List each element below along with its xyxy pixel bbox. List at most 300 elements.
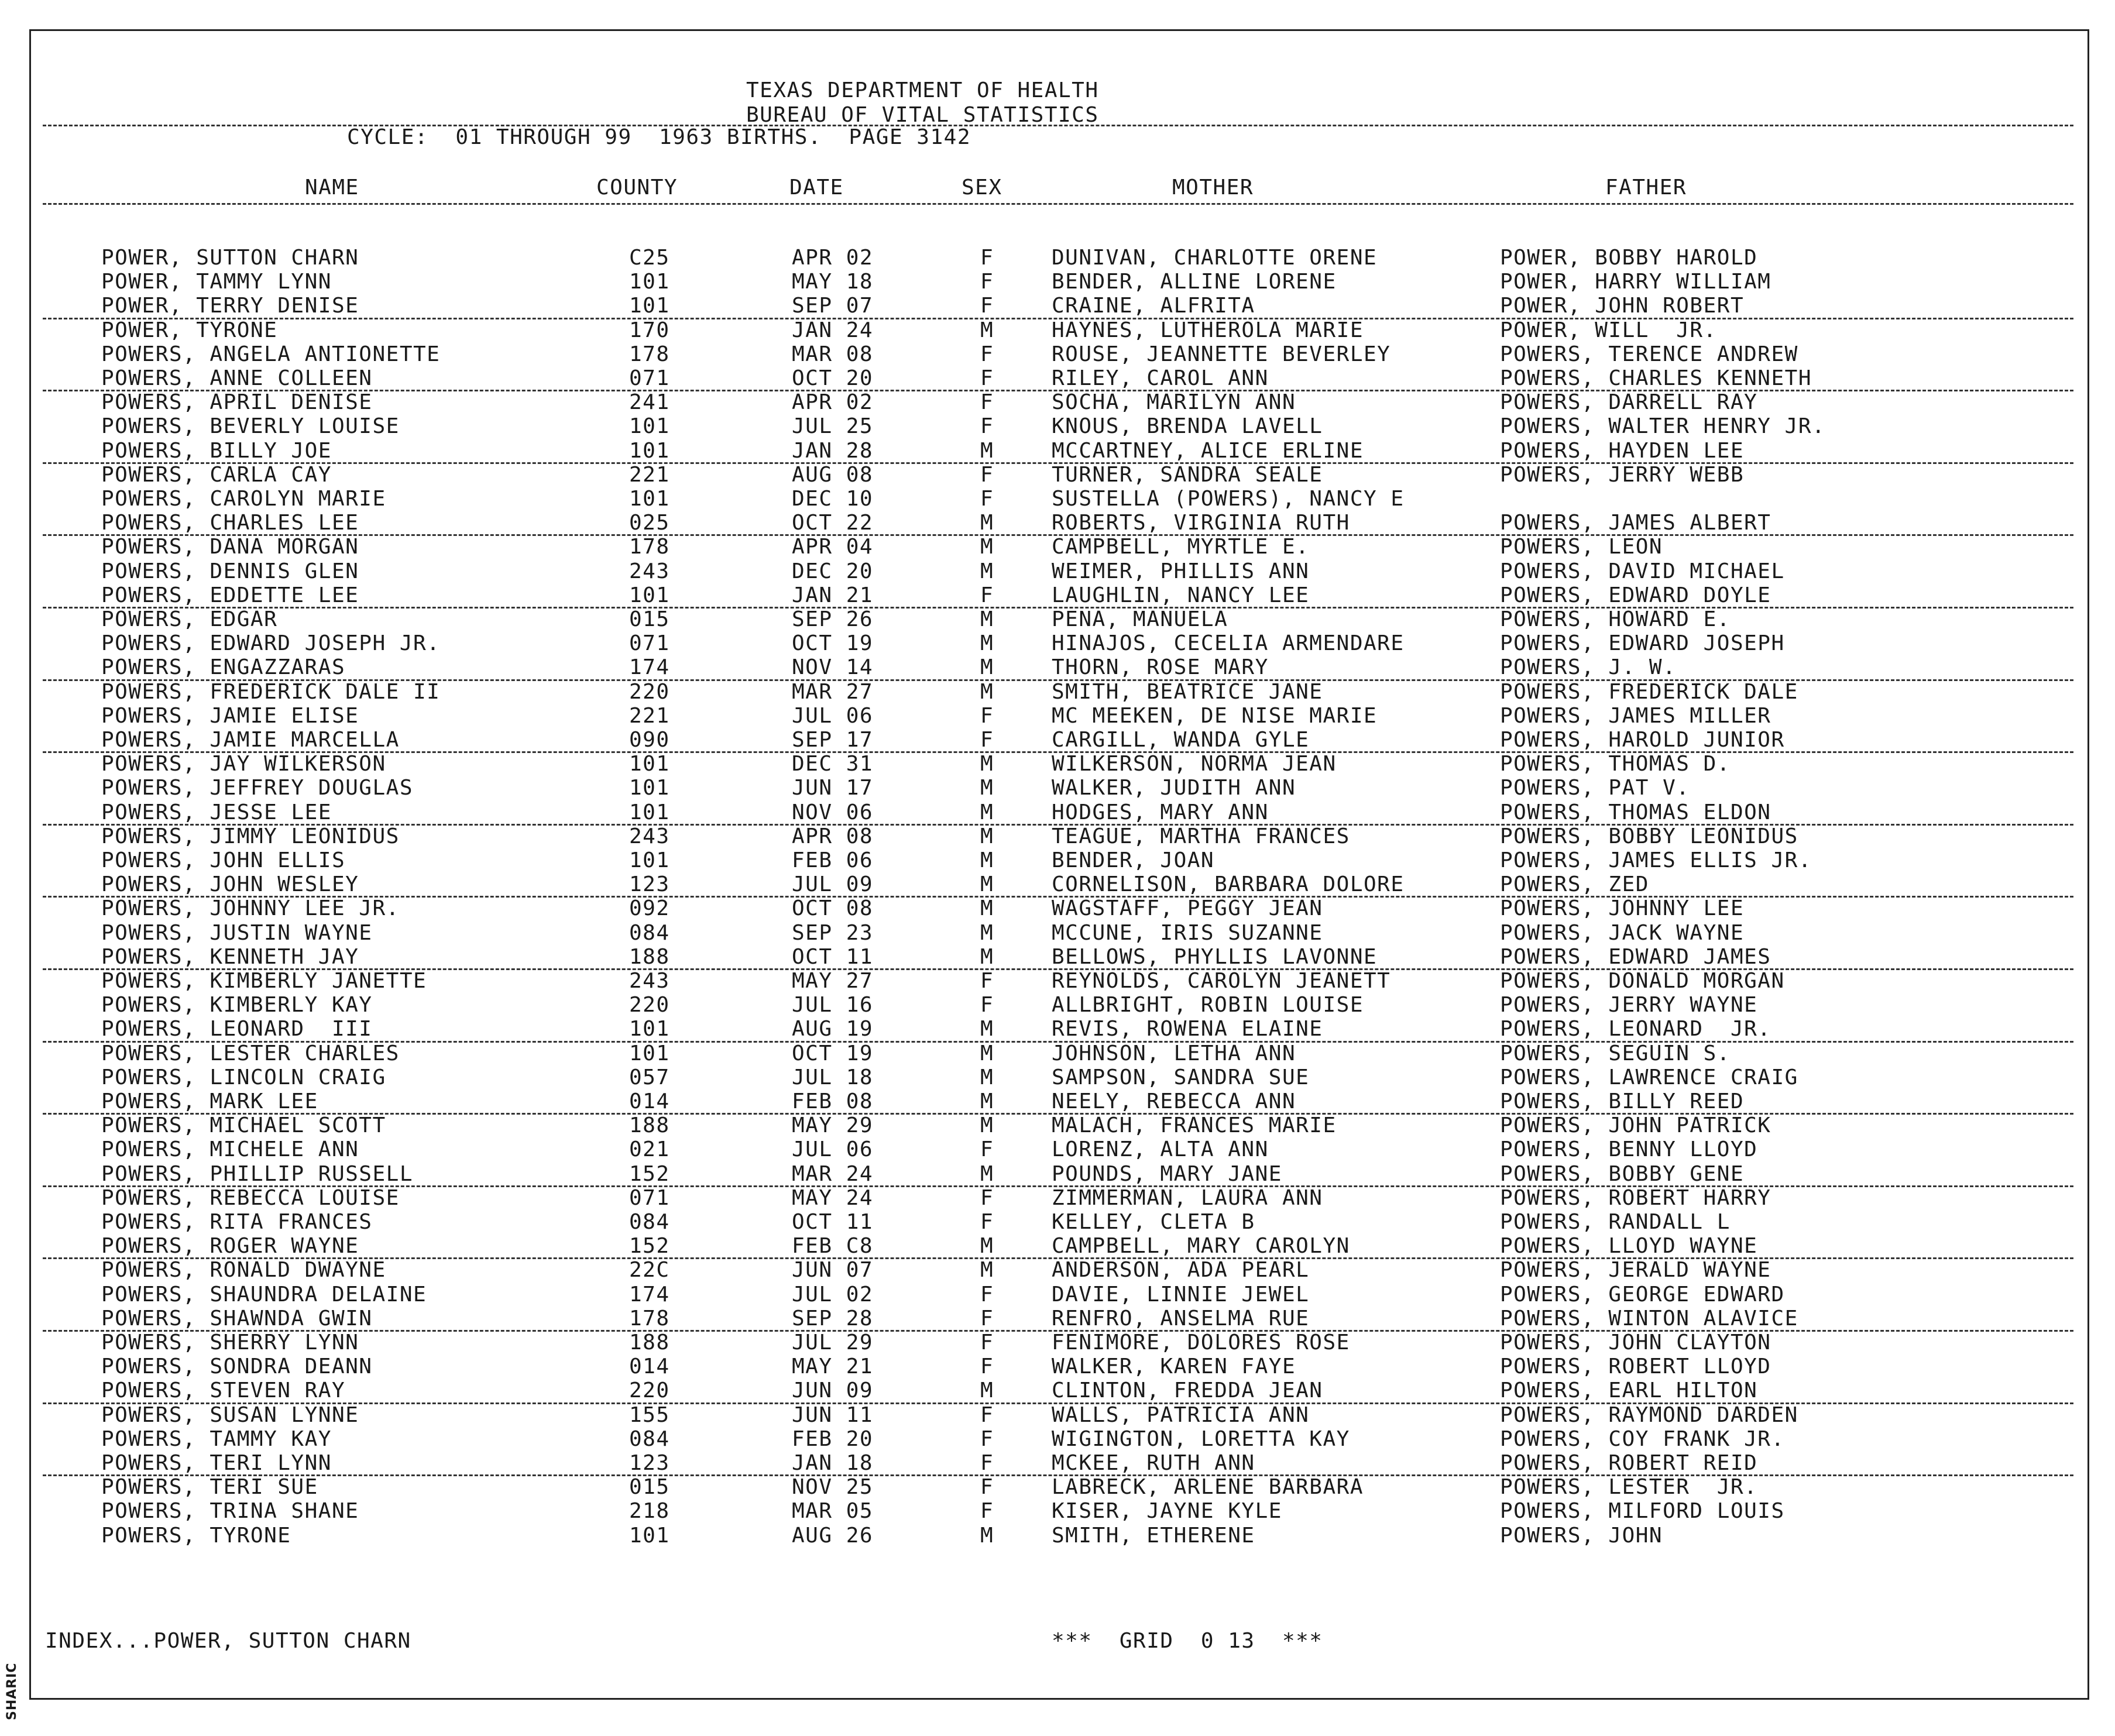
cell-mother: BELLOWS, PHYLLIS LAVONNE bbox=[1052, 944, 1378, 969]
cell-mother: REVIS, ROWENA ELAINE bbox=[1052, 1017, 1323, 1041]
cell-father: POWER, JOHN ROBERT bbox=[1500, 294, 1745, 318]
cell-father: POWERS, SEGUIN S. bbox=[1500, 1041, 1731, 1065]
cell-sex: M bbox=[980, 559, 994, 583]
cell-date: JAN 24 bbox=[792, 318, 874, 342]
table-row bbox=[31, 608, 2091, 632]
cell-county: 178 bbox=[629, 535, 670, 559]
table-row bbox=[31, 1283, 2091, 1308]
cell-mother: DUNIVAN, CHARLOTTE ORENE bbox=[1052, 246, 1378, 270]
cell-county: 152 bbox=[629, 1234, 670, 1259]
cell-father: POWERS, LESTER JR. bbox=[1500, 1475, 1758, 1500]
cell-date: APR 04 bbox=[792, 535, 874, 559]
cell-father: POWERS, BILLY REED bbox=[1500, 1089, 1745, 1113]
cell-sex: M bbox=[980, 1379, 994, 1403]
cell-sex: F bbox=[980, 728, 994, 752]
cell-county: 123 bbox=[629, 1451, 670, 1475]
cell-sex: F bbox=[980, 1451, 994, 1475]
table-row bbox=[31, 922, 2091, 946]
table-row bbox=[31, 1017, 2091, 1042]
cell-mother: HAYNES, LUTHEROLA MARIE bbox=[1052, 318, 1364, 342]
cell-county: C25 bbox=[629, 246, 670, 270]
table-row bbox=[31, 1211, 2091, 1235]
cell-mother: CARGILL, WANDA GYLE bbox=[1052, 728, 1310, 752]
cell-county: 188 bbox=[629, 944, 670, 969]
cell-mother: ANDERSON, ADA PEARL bbox=[1052, 1258, 1310, 1283]
cell-father: POWERS, JACK WAYNE bbox=[1500, 920, 1745, 945]
footer-index: INDEX...POWER, SUTTON CHARN bbox=[45, 1629, 411, 1653]
cell-name: POWERS, SHERRY LYNN bbox=[101, 1331, 359, 1355]
cell-county: 101 bbox=[629, 438, 670, 463]
cell-name: POWERS, JOHN ELLIS bbox=[101, 848, 346, 872]
cell-date: JUN 17 bbox=[792, 776, 874, 800]
table-row bbox=[31, 1114, 2091, 1139]
table-row bbox=[31, 270, 2091, 295]
cell-mother: CRAINE, ALFRITA bbox=[1052, 294, 1255, 318]
cell-father: POWERS, EDWARD JAMES bbox=[1500, 944, 1771, 969]
table-row bbox=[31, 463, 2091, 488]
table-row bbox=[31, 776, 2091, 801]
cell-sex: F bbox=[980, 1137, 994, 1162]
cell-sex: F bbox=[980, 583, 994, 607]
cell-father: POWERS, RAYMOND DARDEN bbox=[1500, 1402, 1798, 1427]
cell-sex: M bbox=[980, 824, 994, 848]
cell-date: SEP 07 bbox=[792, 294, 874, 318]
cell-father: POWERS, DAVID MICHAEL bbox=[1500, 559, 1785, 583]
cell-date: OCT 08 bbox=[792, 896, 874, 921]
cell-county: 174 bbox=[629, 655, 670, 680]
cell-sex: M bbox=[980, 679, 994, 704]
cell-date: OCT 19 bbox=[792, 631, 874, 656]
cell-county: 015 bbox=[629, 1475, 670, 1500]
cell-name: POWERS, SONDRA DEANN bbox=[101, 1355, 373, 1379]
cell-mother: RILEY, CAROL ANN bbox=[1052, 366, 1269, 390]
cell-father: POWERS, THOMAS D. bbox=[1500, 752, 1731, 776]
cell-date: MAR 27 bbox=[792, 679, 874, 704]
cell-father: POWERS, WINTON ALAVICE bbox=[1500, 1306, 1798, 1331]
cell-sex: F bbox=[980, 390, 994, 415]
cell-sex: F bbox=[980, 342, 994, 366]
cell-county: 178 bbox=[629, 342, 670, 366]
row-group-rule bbox=[43, 534, 2073, 536]
cell-sex: M bbox=[980, 800, 994, 824]
cell-father: POWERS, JERRY WEBB bbox=[1500, 462, 1745, 487]
table-row bbox=[31, 825, 2091, 850]
cell-sex: F bbox=[980, 1210, 994, 1234]
cell-date: NOV 14 bbox=[792, 655, 874, 680]
cell-mother: BENDER, JOAN bbox=[1052, 848, 1215, 872]
cell-county: 241 bbox=[629, 390, 670, 415]
cell-name: POWERS, TERI SUE bbox=[101, 1475, 318, 1500]
cell-county: 014 bbox=[629, 1089, 670, 1113]
cell-mother: FENIMORE, DOLORES ROSE bbox=[1052, 1331, 1350, 1355]
table-row bbox=[31, 343, 2091, 367]
cell-father: POWERS, J. W. bbox=[1500, 655, 1677, 680]
cell-father: POWERS, JAMES MILLER bbox=[1500, 703, 1771, 728]
table-row bbox=[31, 1163, 2091, 1187]
cell-name: POWERS, JESSE LEE bbox=[101, 800, 332, 824]
cell-name: POWER, TYRONE bbox=[101, 318, 278, 342]
bureau-title: BUREAU OF VITAL STATISTICS bbox=[746, 103, 1099, 127]
cell-sex: M bbox=[980, 631, 994, 656]
cell-sex: M bbox=[980, 1017, 994, 1041]
cell-county: 101 bbox=[629, 848, 670, 872]
cell-mother: SAMPSON, SANDRA SUE bbox=[1052, 1065, 1310, 1089]
cell-mother: CAMPBELL, MYRTLE E. bbox=[1052, 535, 1310, 559]
cell-mother: SUSTELLA (POWERS), NANCY E bbox=[1052, 487, 1405, 511]
cell-name: POWERS, TYRONE bbox=[101, 1523, 291, 1548]
table-row bbox=[31, 1331, 2091, 1356]
cell-mother: ALLBRIGHT, ROBIN LOUISE bbox=[1052, 993, 1364, 1017]
cell-date: NOV 25 bbox=[792, 1475, 874, 1500]
cell-date: JUN 11 bbox=[792, 1402, 874, 1427]
cell-county: 243 bbox=[629, 969, 670, 993]
row-group-rule bbox=[43, 1330, 2073, 1332]
cell-date: OCT 19 bbox=[792, 1041, 874, 1065]
cell-name: POWERS, TRINA SHANE bbox=[101, 1499, 359, 1524]
cell-mother: RENFRO, ANSELMA RUE bbox=[1052, 1306, 1310, 1331]
col-header-mother: MOTHER bbox=[1172, 176, 1254, 200]
cell-date: SEP 17 bbox=[792, 728, 874, 752]
cell-date: OCT 11 bbox=[792, 944, 874, 969]
cell-father: POWERS, JOHN CLAYTON bbox=[1500, 1331, 1771, 1355]
cell-mother: POUNDS, MARY JANE bbox=[1052, 1161, 1282, 1186]
cell-father: POWERS, RANDALL L bbox=[1500, 1210, 1731, 1234]
cell-sex: M bbox=[980, 1161, 994, 1186]
row-group-rule bbox=[43, 824, 2073, 826]
cell-date: SEP 28 bbox=[792, 1306, 874, 1331]
cell-name: POWER, TAMMY LYNN bbox=[101, 270, 332, 294]
cell-mother: WALKER, KAREN FAYE bbox=[1052, 1355, 1296, 1379]
cell-county: 101 bbox=[629, 1041, 670, 1065]
cell-county: 243 bbox=[629, 559, 670, 583]
cell-name: POWERS, SUSAN LYNNE bbox=[101, 1402, 359, 1427]
cell-mother: WALKER, JUDITH ANN bbox=[1052, 776, 1296, 800]
cell-date: DEC 31 bbox=[792, 752, 874, 776]
cell-date: APR 02 bbox=[792, 246, 874, 270]
cell-county: 178 bbox=[629, 1306, 670, 1331]
cell-county: 220 bbox=[629, 679, 670, 704]
cell-father: POWERS, ZED bbox=[1500, 872, 1649, 897]
cell-mother: KNOUS, BRENDA LAVELL bbox=[1052, 414, 1323, 439]
row-group-rule bbox=[43, 968, 2073, 970]
cell-father: POWERS, HOWARD E. bbox=[1500, 607, 1731, 631]
cell-sex: M bbox=[980, 1258, 994, 1283]
cell-sex: F bbox=[980, 1499, 994, 1524]
table-row bbox=[31, 897, 2091, 922]
col-header-father: FATHER bbox=[1605, 176, 1687, 200]
cell-county: 071 bbox=[629, 631, 670, 656]
footer-grid: *** GRID 0 13 *** bbox=[1052, 1629, 1323, 1653]
cell-mother: PENA, MANUELA bbox=[1052, 607, 1228, 631]
cell-county: 221 bbox=[629, 703, 670, 728]
cell-sex: M bbox=[980, 920, 994, 945]
cell-father: POWERS, JAMES ELLIS JR. bbox=[1500, 848, 1812, 872]
table-row bbox=[31, 367, 2091, 391]
cell-mother: WEIMER, PHILLIS ANN bbox=[1052, 559, 1310, 583]
cell-father: POWERS, LEON bbox=[1500, 535, 1663, 559]
cell-name: POWERS, STEVEN RAY bbox=[101, 1379, 346, 1403]
cell-mother: CORNELISON, BARBARA DOLORE bbox=[1052, 872, 1405, 897]
cell-sex: M bbox=[980, 1089, 994, 1113]
cell-county: 101 bbox=[629, 776, 670, 800]
table-row bbox=[31, 294, 2091, 319]
cell-county: 101 bbox=[629, 270, 670, 294]
cell-father: POWERS, BOBBY GENE bbox=[1500, 1161, 1745, 1186]
cell-sex: F bbox=[980, 414, 994, 439]
cell-county: 221 bbox=[629, 462, 670, 487]
cell-sex: F bbox=[980, 1355, 994, 1379]
cell-name: POWERS, FREDERICK DALE II bbox=[101, 679, 441, 704]
cell-name: POWERS, EDWARD JOSEPH JR. bbox=[101, 631, 441, 656]
cell-mother: SOCHA, MARILYN ANN bbox=[1052, 390, 1296, 415]
cell-date: OCT 20 bbox=[792, 366, 874, 390]
cell-sex: F bbox=[980, 1331, 994, 1355]
cell-sex: M bbox=[980, 872, 994, 897]
table-row bbox=[31, 1404, 2091, 1428]
table-row bbox=[31, 946, 2091, 970]
cell-father: POWERS, JOHN bbox=[1500, 1523, 1663, 1548]
cell-sex: M bbox=[980, 607, 994, 631]
cell-name: POWERS, ROGER WAYNE bbox=[101, 1234, 359, 1259]
cell-mother: JOHNSON, LETHA ANN bbox=[1052, 1041, 1296, 1065]
cell-name: POWERS, RITA FRANCES bbox=[101, 1210, 373, 1234]
cell-date: JUL 29 bbox=[792, 1331, 874, 1355]
cell-sex: F bbox=[980, 1475, 994, 1500]
cell-date: SEP 26 bbox=[792, 607, 874, 631]
cell-father: POWERS, DARRELL RAY bbox=[1500, 390, 1758, 415]
table-row bbox=[31, 415, 2091, 439]
cell-sex: F bbox=[980, 1402, 994, 1427]
cell-mother: SMITH, BEATRICE JANE bbox=[1052, 679, 1323, 704]
cell-sex: F bbox=[980, 1306, 994, 1331]
cell-county: 071 bbox=[629, 1185, 670, 1210]
table-row bbox=[31, 1042, 2091, 1067]
row-group-rule bbox=[43, 679, 2073, 681]
cell-father: POWERS, WALTER HENRY JR. bbox=[1500, 414, 1826, 439]
table-row bbox=[31, 656, 2091, 680]
cell-name: POWERS, JAY WILKERSON bbox=[101, 752, 386, 776]
cell-name: POWERS, LINCOLN CRAIG bbox=[101, 1065, 386, 1089]
cell-sex: M bbox=[980, 1065, 994, 1089]
cell-sex: M bbox=[980, 535, 994, 559]
cell-name: POWERS, JOHN WESLEY bbox=[101, 872, 359, 897]
cell-sex: F bbox=[980, 993, 994, 1017]
cell-date: JUL 16 bbox=[792, 993, 874, 1017]
cell-date: JUL 25 bbox=[792, 414, 874, 439]
cell-date: APR 08 bbox=[792, 824, 874, 848]
cell-name: POWERS, EDDETTE LEE bbox=[101, 583, 359, 607]
table-row bbox=[31, 1452, 2091, 1476]
cell-mother: TEAGUE, MARTHA FRANCES bbox=[1052, 824, 1350, 848]
cell-name: POWERS, SHAUNDRA DELAINE bbox=[101, 1282, 427, 1307]
row-group-rule bbox=[43, 1185, 2073, 1187]
row-group-rule bbox=[43, 318, 2073, 319]
table-row bbox=[31, 1066, 2091, 1091]
cell-father: POWERS, EARL HILTON bbox=[1500, 1379, 1758, 1403]
cell-county: 152 bbox=[629, 1161, 670, 1186]
cell-date: AUG 26 bbox=[792, 1523, 874, 1548]
cell-name: POWERS, JAMIE ELISE bbox=[101, 703, 359, 728]
cell-mother: NEELY, REBECCA ANN bbox=[1052, 1089, 1296, 1113]
header-rule-2 bbox=[43, 203, 2073, 205]
cell-name: POWERS, MARK LEE bbox=[101, 1089, 318, 1113]
table-row bbox=[31, 1500, 2091, 1524]
cell-name: POWERS, SHAWNDA GWIN bbox=[101, 1306, 373, 1331]
cell-sex: M bbox=[980, 318, 994, 342]
cell-mother: MALACH, FRANCES MARIE bbox=[1052, 1113, 1337, 1138]
cell-father: POWERS, LAWRENCE CRAIG bbox=[1500, 1065, 1798, 1089]
cell-name: POWERS, REBECCA LOUISE bbox=[101, 1185, 400, 1210]
cell-sex: M bbox=[980, 1234, 994, 1259]
cell-mother: LABRECK, ARLENE BARBARA bbox=[1052, 1475, 1364, 1500]
row-group-rule bbox=[43, 1474, 2073, 1476]
agency-title: TEXAS DEPARTMENT OF HEALTH bbox=[746, 78, 1099, 102]
cell-name: POWERS, ANGELA ANTIONETTE bbox=[101, 342, 441, 366]
cell-sex: M bbox=[980, 655, 994, 680]
cell-father: POWER, BOBBY HAROLD bbox=[1500, 246, 1758, 270]
cell-father: POWERS, TERENCE ANDREW bbox=[1500, 342, 1798, 366]
cell-mother: MC MEEKEN, DE NISE MARIE bbox=[1052, 703, 1378, 728]
cell-name: POWERS, TERI LYNN bbox=[101, 1451, 332, 1475]
table-row bbox=[31, 1476, 2091, 1500]
cell-date: JUL 18 bbox=[792, 1065, 874, 1089]
cell-county: 170 bbox=[629, 318, 670, 342]
cell-name: POWERS, JOHNNY LEE JR. bbox=[101, 896, 400, 921]
cell-county: 188 bbox=[629, 1331, 670, 1355]
cell-sex: M bbox=[980, 848, 994, 872]
cell-mother: REYNOLDS, CAROLYN JEANETT bbox=[1052, 969, 1391, 993]
cell-sex: F bbox=[980, 246, 994, 270]
cell-father: POWERS, JAMES ALBERT bbox=[1500, 511, 1771, 535]
cell-father: POWER, WILL JR. bbox=[1500, 318, 1717, 342]
cell-county: 22C bbox=[629, 1258, 670, 1283]
cell-sex: M bbox=[980, 896, 994, 921]
table-row bbox=[31, 801, 2091, 826]
col-header-sex: SEX bbox=[962, 176, 1002, 200]
cell-name: POWERS, BEVERLY LOUISE bbox=[101, 414, 400, 439]
cell-father: POWERS, COY FRANK JR. bbox=[1500, 1426, 1785, 1451]
cell-county: 101 bbox=[629, 800, 670, 824]
cell-date: MAY 21 bbox=[792, 1355, 874, 1379]
cell-county: 101 bbox=[629, 1017, 670, 1041]
table-row bbox=[31, 873, 2091, 898]
cell-mother: WILKERSON, NORMA JEAN bbox=[1052, 752, 1337, 776]
cell-date: DEC 20 bbox=[792, 559, 874, 583]
cell-county: 057 bbox=[629, 1065, 670, 1089]
side-stamp-text: SHARIC bbox=[5, 1662, 19, 1720]
cell-date: MAY 24 bbox=[792, 1185, 874, 1210]
cell-father: POWERS, ROBERT HARRY bbox=[1500, 1185, 1771, 1210]
cell-name: POWER, TERRY DENISE bbox=[101, 294, 359, 318]
cell-name: POWERS, RONALD DWAYNE bbox=[101, 1258, 386, 1283]
cell-sex: M bbox=[980, 438, 994, 463]
cell-name: POWERS, CAROLYN MARIE bbox=[101, 487, 386, 511]
cell-father: POWERS, LLOYD WAYNE bbox=[1500, 1234, 1758, 1259]
cell-mother: ZIMMERMAN, LAURA ANN bbox=[1052, 1185, 1323, 1210]
cell-sex: F bbox=[980, 703, 994, 728]
table-row bbox=[31, 1090, 2091, 1115]
cell-sex: M bbox=[980, 1523, 994, 1548]
cell-name: POWERS, CARLA CAY bbox=[101, 462, 332, 487]
cell-mother: LAUGHLIN, NANCY LEE bbox=[1052, 583, 1310, 607]
side-stamp bbox=[4, 1638, 21, 1720]
cell-father: POWERS, BENNY LLOYD bbox=[1500, 1137, 1758, 1162]
cell-name: POWERS, CHARLES LEE bbox=[101, 511, 359, 535]
cell-name: POWERS, ENGAZZARAS bbox=[101, 655, 346, 680]
table-row bbox=[31, 752, 2091, 777]
cell-date: JUL 06 bbox=[792, 703, 874, 728]
cell-father: POWERS, EDWARD JOSEPH bbox=[1500, 631, 1785, 656]
cell-county: 021 bbox=[629, 1137, 670, 1162]
cell-county: 123 bbox=[629, 872, 670, 897]
cell-county: 090 bbox=[629, 728, 670, 752]
table-row bbox=[31, 1428, 2091, 1452]
cell-county: 101 bbox=[629, 414, 670, 439]
cell-date: AUG 19 bbox=[792, 1017, 874, 1041]
table-row bbox=[31, 1355, 2091, 1380]
cell-mother: MCCUNE, IRIS SUZANNE bbox=[1052, 920, 1323, 945]
cell-date: JUN 07 bbox=[792, 1258, 874, 1283]
cell-father: POWERS, BOBBY LEONIDUS bbox=[1500, 824, 1798, 848]
cell-father: POWERS, HAROLD JUNIOR bbox=[1500, 728, 1785, 752]
cell-mother: WIGINGTON, LORETTA KAY bbox=[1052, 1426, 1350, 1451]
cell-name: POWERS, DENNIS GLEN bbox=[101, 559, 359, 583]
table-row bbox=[31, 1235, 2091, 1259]
table-row bbox=[31, 1138, 2091, 1163]
cell-county: 101 bbox=[629, 294, 670, 318]
cell-mother: SMITH, ETHERENE bbox=[1052, 1523, 1255, 1548]
cell-mother: MCCARTNEY, ALICE ERLINE bbox=[1052, 438, 1364, 463]
table-row bbox=[31, 246, 2091, 271]
cell-county: 243 bbox=[629, 824, 670, 848]
cell-county: 084 bbox=[629, 920, 670, 945]
row-group-rule bbox=[43, 751, 2073, 753]
table-row bbox=[31, 1259, 2091, 1283]
cell-name: POWER, SUTTON CHARN bbox=[101, 246, 359, 270]
cycle-line: CYCLE: 01 THROUGH 99 1963 BIRTHS. PAGE 3142 bbox=[347, 125, 971, 149]
cell-date: FEB 08 bbox=[792, 1089, 874, 1113]
cell-sex: M bbox=[980, 1113, 994, 1138]
cell-sex: F bbox=[980, 1185, 994, 1210]
cell-name: POWERS, JEFFREY DOUGLAS bbox=[101, 776, 413, 800]
cell-father: POWERS, EDWARD DOYLE bbox=[1500, 583, 1771, 607]
cell-county: 188 bbox=[629, 1113, 670, 1138]
cell-date: SEP 23 bbox=[792, 920, 874, 945]
cell-mother: CAMPBELL, MARY CAROLYN bbox=[1052, 1234, 1350, 1259]
document-frame bbox=[29, 29, 2089, 1700]
cell-date: AUG 08 bbox=[792, 462, 874, 487]
table-row bbox=[31, 535, 2091, 560]
cell-sex: F bbox=[980, 969, 994, 993]
cell-father: POWER, HARRY WILLIAM bbox=[1500, 270, 1771, 294]
cell-date: OCT 11 bbox=[792, 1210, 874, 1234]
cell-mother: KELLEY, CLETA B bbox=[1052, 1210, 1255, 1234]
cell-date: JUL 09 bbox=[792, 872, 874, 897]
cell-name: POWERS, TAMMY KAY bbox=[101, 1426, 332, 1451]
row-group-rule bbox=[43, 1041, 2073, 1043]
cell-sex: F bbox=[980, 366, 994, 390]
cell-father: POWERS, ROBERT REID bbox=[1500, 1451, 1758, 1475]
cell-father: POWERS, JOHN PATRICK bbox=[1500, 1113, 1771, 1138]
table-row bbox=[31, 1307, 2091, 1332]
cell-mother: WALLS, PATRICIA ANN bbox=[1052, 1402, 1310, 1427]
cell-mother: HODGES, MARY ANN bbox=[1052, 800, 1269, 824]
cell-father: POWERS, CHARLES KENNETH bbox=[1500, 366, 1812, 390]
cell-county: 084 bbox=[629, 1210, 670, 1234]
cell-date: MAY 18 bbox=[792, 270, 874, 294]
cell-date: JAN 28 bbox=[792, 438, 874, 463]
cell-date: JUL 06 bbox=[792, 1137, 874, 1162]
